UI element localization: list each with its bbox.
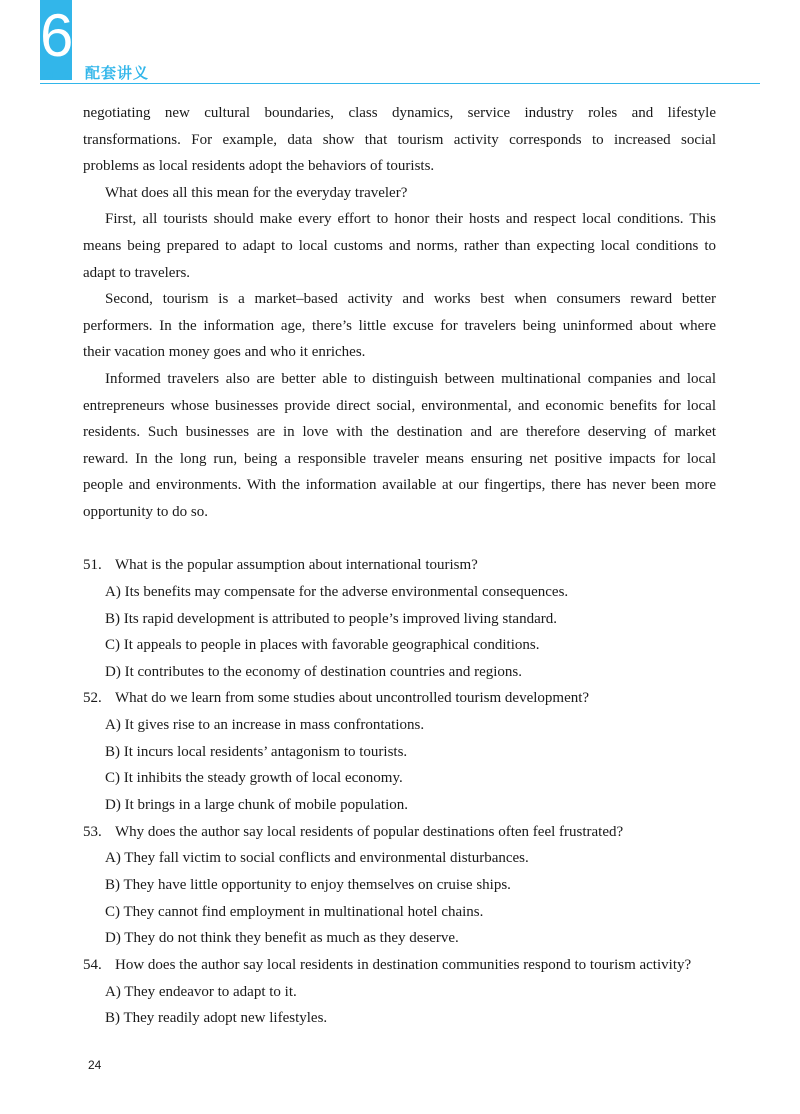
chapter-number: 6 <box>40 2 74 69</box>
passage-line: adapt to travelers. <box>83 264 191 281</box>
passage-line: First, all tourists should make every effort to honor their hosts and respect local conditions. This <box>105 211 716 228</box>
option-52-d: D) It brings in a large chunk of mobile population. <box>105 797 408 813</box>
option-53-a: A) They fall victim to social conflicts and environmental disturbances. <box>105 850 529 866</box>
passage-line: Informed travelers also are better able to distinguish between multinational companies and local <box>105 370 716 387</box>
option-52-b: B) It incurs local residents’ antagonism to tourists. <box>105 744 408 760</box>
question-number: 52. <box>83 690 102 706</box>
option-51-a: A) Its benefits may compensate for the adverse environmental consequences. <box>105 584 569 600</box>
option-53-b: B) They have little opportunity to enjoy themselves on cruise ships. <box>105 877 511 893</box>
option-52-c: C) It inhibits the steady growth of local economy. <box>105 770 403 786</box>
question-54 <box>83 952 743 979</box>
passage-line: entrepreneurs whose businesses provide direct social, environmental, and economic benefits for local <box>83 397 716 414</box>
question-52 <box>83 685 743 712</box>
question-text: Why does the author say local residents of popular destinations often feel frustrated? <box>115 824 624 840</box>
passage-line: negotiating new cultural boundaries, class dynamics, service industry roles and lifestyle <box>83 105 716 121</box>
header-title: 配套讲义 <box>85 64 150 82</box>
question-text: What do we learn from some studies about uncontrolled tourism development? <box>115 690 590 706</box>
passage <box>83 100 716 526</box>
option-51-c: C) It appeals to people in places with favorable geographical conditions. <box>105 637 540 653</box>
question-number: 51. <box>83 557 102 573</box>
option-51-b: B) Its rapid development is attributed to people’s improved living standard. <box>105 611 557 627</box>
passage-line: means being prepared to adapt to local customs and norms, rather than expecting local conditions to <box>83 237 716 254</box>
question-53 <box>83 819 743 846</box>
passage-line: transformations. For example, data show that tourism activity corresponds to increased social <box>83 131 716 148</box>
question-number: 53. <box>83 824 102 840</box>
passage-line: reward. In the long run, being a responsible traveler means ensuring net positive impacts for local <box>83 450 716 467</box>
option-54-b: B) They readily adopt new lifestyles. <box>105 1010 328 1026</box>
option-53-c: C) They cannot find employment in multinational hotel chains. <box>105 904 484 920</box>
passage-line: people and environments. With the information available at our fingertips, there has never been more <box>83 477 716 494</box>
passage-line: opportunity to do so. <box>83 503 209 520</box>
question-text: What is the popular assumption about international tourism? <box>115 557 478 573</box>
option-51-d: D) It contributes to the economy of destination countries and regions. <box>105 664 522 680</box>
option-54-a: A) They endeavor to adapt to it. <box>105 984 297 1000</box>
question-number: 54. <box>83 957 102 973</box>
page-header <box>0 0 800 90</box>
option-52-a: A) It gives rise to an increase in mass confrontations. <box>105 717 425 733</box>
passage-line: residents. Such businesses are in love with the destination and are therefore deserving of market <box>83 424 716 441</box>
passage-line: Second, tourism is a market–based activity and works best when consumers reward better <box>105 291 716 308</box>
option-53-d: D) They do not think they benefit as much as they deserve. <box>105 930 459 946</box>
passage-line: What does all this mean for the everyday traveler? <box>105 184 408 201</box>
passage-line: problems as local residents adopt the behaviors of tourists. <box>83 158 435 175</box>
exam-code: CET-6 <box>45 71 69 80</box>
header-rule <box>40 83 760 84</box>
passage-line: performers. In the information age, there’s little excuse for travelers being uninformed about where <box>83 317 716 334</box>
passage-line: their vacation money goes and who it enriches. <box>83 344 366 361</box>
chapter-tab <box>40 0 72 80</box>
page-number: 24 <box>88 1058 102 1072</box>
question-text: How does the author say local residents in destination communities respond to tourism activity? <box>115 957 692 973</box>
question-51 <box>83 552 743 579</box>
